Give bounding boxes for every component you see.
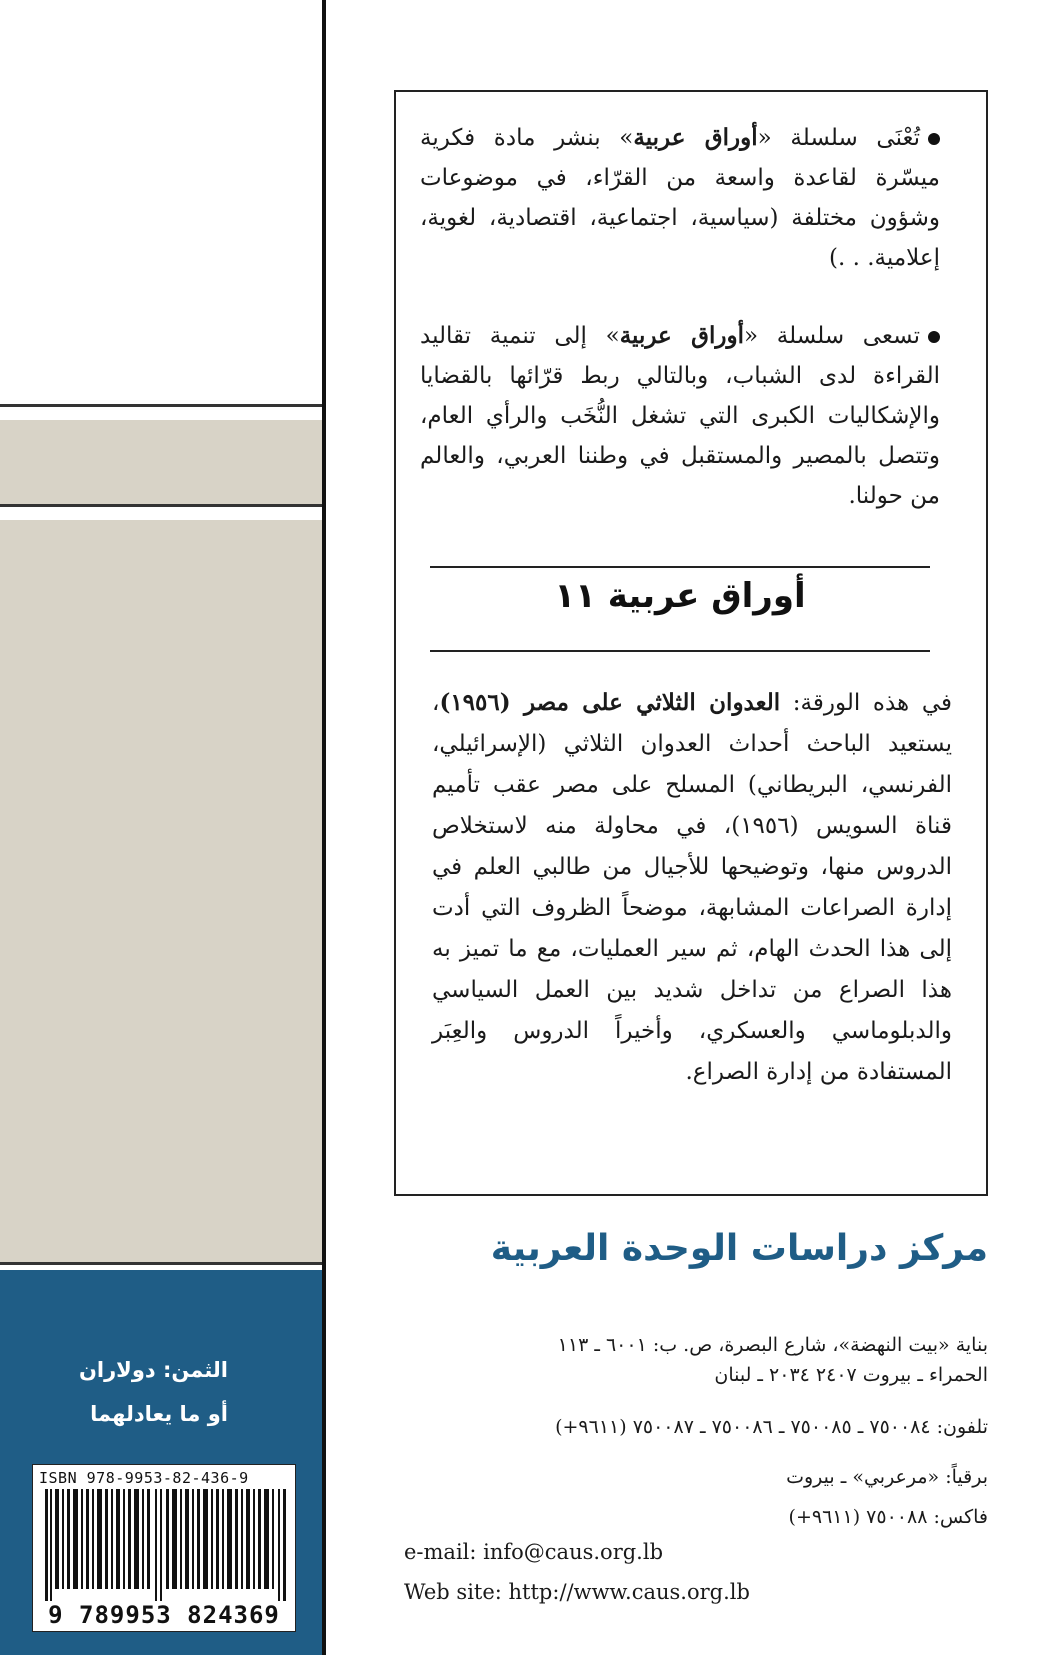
summary-body: ، يستعيد الباحث أحداث العدوان الثلاثي (الإسرائيلي، الفرنسي، البريطاني) المسلح على مصر عقب تأميم قناة السويس (١٩٥٦)، في محاولة منه لاستخلاص الدروس منها، وتوضيحها للأجيال من طالبي العلم في إدارة الصراعات المشابهة، موضحاً الظروف التي أدت إلى هذا الحدث الهام، ثم سير العمليات، مع ما تميز به هذا الصراع من تداخل شديد بين العمل السياسي والدبلوماسي والعسكري، وأخيراً الدروس والعِبَر المستفادة من إدارة الصراع. [432, 690, 952, 1085]
series-bullet-2 [420, 316, 940, 516]
price-block [58, 1348, 228, 1436]
email-link[interactable]: e-mail: info@caus.org.lb [404, 1540, 664, 1564]
left-white-panel [0, 0, 322, 406]
left-tan-panel [0, 520, 322, 1262]
bullet-text-prefix: تسعى سلسلة « [744, 323, 920, 349]
price-equivalent: أو ما يعادلهما [90, 1402, 228, 1426]
vertical-divider [322, 0, 326, 1655]
series-bullet-1 [420, 118, 940, 278]
fax-number: فاكس: ٧٥٠٠٨٨ (٩٦١١+) [788, 1506, 988, 1528]
price-label: الثمن: دولاران [78, 1358, 228, 1382]
paper-summary [432, 682, 952, 1093]
address-line-2: الحمراء ـ بيروت ٢٤٠٧ ٢٠٣٤ ـ لبنان [714, 1364, 988, 1386]
telegram-address: برقياً: «مرعربي» ـ بيروت [786, 1466, 988, 1488]
panel-separator-line [0, 404, 322, 407]
bullet-icon [928, 331, 940, 343]
phone-numbers: تلفون: ٧٥٠٠٨٤ ـ ٧٥٠٠٨٥ ـ ٧٥٠٠٨٦ ـ ٧٥٠٠٨٧ (٩٦١١+) [555, 1416, 988, 1438]
series-title: أوراق عربية ١١ [554, 576, 806, 616]
summary-prefix: في هذه الورقة: [780, 690, 952, 716]
panel-separator-line [0, 504, 322, 507]
series-name-bold: أوراق عربية [619, 322, 744, 349]
bullet-icon [928, 133, 940, 145]
barcode-digits: 9 789953 824369 [48, 1601, 280, 1629]
series-name-bold: أوراق عربية [633, 124, 758, 151]
series-title-band [430, 566, 930, 652]
isbn-number: ISBN 978-9953-82-436-9 [39, 1469, 249, 1487]
bullet-text-suffix: » إلى تنمية تقاليد القراءة لدى الشباب، وبالتالي ربط قرّائها بالقضايا والإشكاليات الكبرى التي تشغل النُّخَب والرأي العام، وتتصل بالمصير والمستقبل في وطننا العربي، والعالم من حولنا. [420, 323, 940, 509]
paper-title-bold: العدوان الثلاثي على مصر (١٩٥٦) [439, 689, 781, 716]
barcode-bars-icon [43, 1489, 287, 1601]
panel-separator-line [0, 1262, 322, 1265]
website-link[interactable]: Web site: http://www.caus.org.lb [404, 1580, 750, 1604]
left-tan-band [0, 420, 322, 506]
bullet-text-prefix: تُعْنَى سلسلة « [757, 125, 921, 151]
publisher-name: مركز دراسات الوحدة العربية [490, 1228, 988, 1269]
bullet-text-suffix: » بنشر مادة فكرية ميسّرة لقاعدة واسعة من القرّاء، في موضوعات وشؤون مختلفة (سياسية، اجتماعية، اقتصادية، لغوية، إعلامية. . .) [420, 125, 940, 271]
address-line-1: بناية «بيت النهضة»، شارع البصرة، ص. ب: ٦٠٠١ ـ ١١٣ [557, 1334, 988, 1356]
barcode [32, 1464, 296, 1632]
